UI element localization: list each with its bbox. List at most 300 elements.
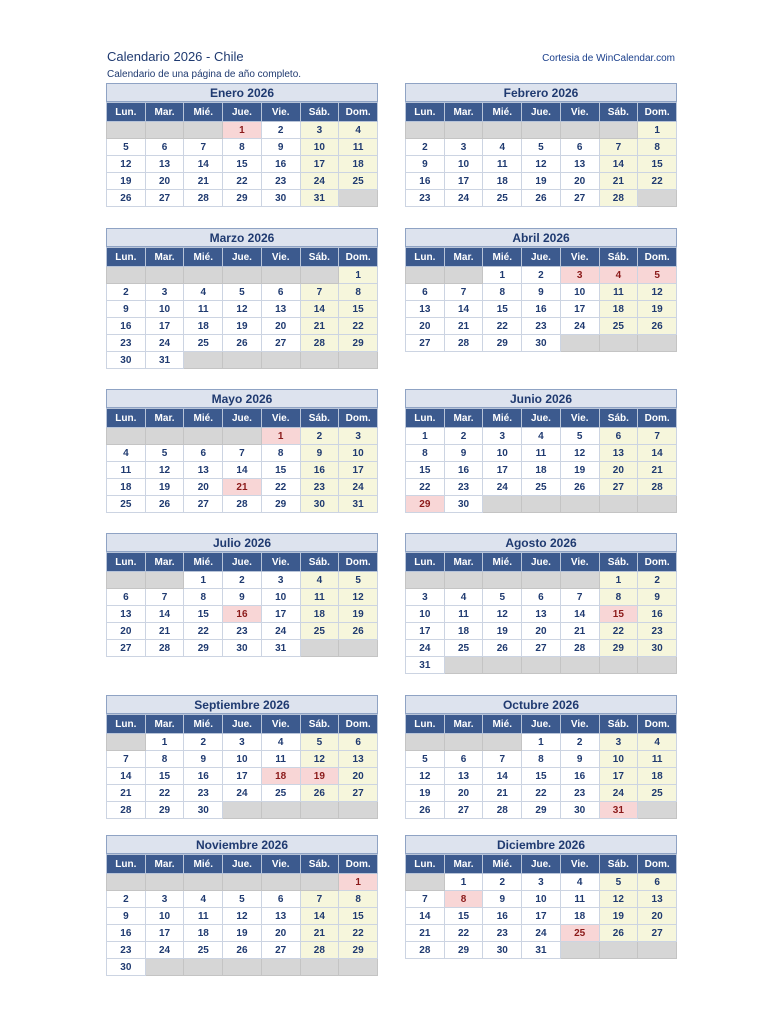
- day-cell[interactable]: 24: [560, 318, 599, 335]
- day-cell[interactable]: 7: [560, 589, 599, 606]
- day-cell[interactable]: 23: [223, 623, 262, 640]
- day-cell[interactable]: 22: [223, 173, 262, 190]
- day-cell[interactable]: 7: [107, 751, 146, 768]
- day-cell[interactable]: 17: [560, 301, 599, 318]
- day-cell[interactable]: 22: [261, 479, 300, 496]
- day-cell[interactable]: 26: [339, 623, 378, 640]
- day-cell[interactable]: 18: [261, 768, 300, 785]
- day-cell[interactable]: 25: [444, 640, 483, 657]
- day-cell[interactable]: 13: [638, 891, 677, 908]
- day-cell[interactable]: 22: [145, 785, 184, 802]
- day-cell[interactable]: 29: [522, 802, 561, 819]
- day-cell[interactable]: 31: [339, 496, 378, 513]
- day-cell[interactable]: 11: [638, 751, 677, 768]
- day-cell[interactable]: 6: [522, 589, 561, 606]
- day-cell[interactable]: 9: [107, 908, 146, 925]
- day-cell[interactable]: 24: [145, 335, 184, 352]
- day-cell[interactable]: 27: [261, 335, 300, 352]
- day-cell[interactable]: 8: [483, 284, 522, 301]
- day-cell[interactable]: 10: [300, 139, 339, 156]
- day-cell[interactable]: 2: [107, 284, 146, 301]
- day-cell[interactable]: 18: [184, 318, 223, 335]
- day-cell[interactable]: 19: [522, 173, 561, 190]
- day-cell[interactable]: 15: [223, 156, 262, 173]
- day-cell[interactable]: 28: [483, 802, 522, 819]
- day-cell[interactable]: 18: [444, 623, 483, 640]
- day-cell[interactable]: 20: [444, 785, 483, 802]
- day-cell[interactable]: 13: [261, 908, 300, 925]
- day-cell[interactable]: 1: [261, 428, 300, 445]
- day-cell[interactable]: 6: [145, 139, 184, 156]
- day-cell[interactable]: 2: [261, 122, 300, 139]
- day-cell[interactable]: 4: [560, 874, 599, 891]
- day-cell[interactable]: 3: [223, 734, 262, 751]
- day-cell[interactable]: 24: [599, 785, 638, 802]
- day-cell[interactable]: 21: [145, 623, 184, 640]
- day-cell[interactable]: 16: [184, 768, 223, 785]
- day-cell[interactable]: 12: [300, 751, 339, 768]
- day-cell[interactable]: 17: [406, 623, 445, 640]
- day-cell[interactable]: 28: [223, 496, 262, 513]
- day-cell[interactable]: 12: [145, 462, 184, 479]
- day-cell[interactable]: 23: [107, 335, 146, 352]
- day-cell[interactable]: 3: [599, 734, 638, 751]
- day-cell[interactable]: 29: [145, 802, 184, 819]
- day-cell[interactable]: 22: [599, 623, 638, 640]
- day-cell[interactable]: 20: [560, 173, 599, 190]
- day-cell[interactable]: 17: [339, 462, 378, 479]
- day-cell[interactable]: 27: [184, 496, 223, 513]
- day-cell[interactable]: 15: [406, 462, 445, 479]
- day-cell[interactable]: 17: [483, 462, 522, 479]
- day-cell[interactable]: 1: [339, 267, 378, 284]
- day-cell[interactable]: 30: [261, 190, 300, 207]
- day-cell[interactable]: 29: [261, 496, 300, 513]
- day-cell[interactable]: 25: [522, 479, 561, 496]
- day-cell[interactable]: 31: [145, 352, 184, 369]
- day-cell[interactable]: 12: [223, 908, 262, 925]
- day-cell[interactable]: 14: [223, 462, 262, 479]
- day-cell[interactable]: 21: [107, 785, 146, 802]
- day-cell[interactable]: 15: [339, 301, 378, 318]
- day-cell[interactable]: 5: [107, 139, 146, 156]
- day-cell[interactable]: 1: [444, 874, 483, 891]
- day-cell[interactable]: 28: [184, 190, 223, 207]
- day-cell[interactable]: 30: [223, 640, 262, 657]
- day-cell[interactable]: 26: [406, 802, 445, 819]
- day-cell[interactable]: 15: [522, 768, 561, 785]
- day-cell[interactable]: 28: [638, 479, 677, 496]
- day-cell[interactable]: 3: [261, 572, 300, 589]
- day-cell[interactable]: 2: [560, 734, 599, 751]
- day-cell[interactable]: 29: [223, 190, 262, 207]
- day-cell[interactable]: 25: [638, 785, 677, 802]
- day-cell[interactable]: 22: [444, 925, 483, 942]
- day-cell[interactable]: 14: [444, 301, 483, 318]
- day-cell[interactable]: 16: [522, 301, 561, 318]
- day-cell[interactable]: 27: [522, 640, 561, 657]
- day-cell[interactable]: 20: [145, 173, 184, 190]
- day-cell[interactable]: 17: [223, 768, 262, 785]
- day-cell[interactable]: 19: [599, 908, 638, 925]
- day-cell[interactable]: 14: [184, 156, 223, 173]
- day-cell[interactable]: 18: [599, 301, 638, 318]
- day-cell[interactable]: 12: [107, 156, 146, 173]
- day-cell[interactable]: 8: [339, 284, 378, 301]
- day-cell[interactable]: 12: [406, 768, 445, 785]
- day-cell[interactable]: 14: [107, 768, 146, 785]
- day-cell[interactable]: 16: [638, 606, 677, 623]
- day-cell[interactable]: 14: [145, 606, 184, 623]
- day-cell[interactable]: 23: [261, 173, 300, 190]
- day-cell[interactable]: 23: [522, 318, 561, 335]
- day-cell[interactable]: 14: [406, 908, 445, 925]
- day-cell[interactable]: 4: [522, 428, 561, 445]
- day-cell[interactable]: 27: [638, 925, 677, 942]
- day-cell[interactable]: 4: [339, 122, 378, 139]
- day-cell[interactable]: 16: [560, 768, 599, 785]
- day-cell[interactable]: 14: [483, 768, 522, 785]
- day-cell[interactable]: 2: [483, 874, 522, 891]
- day-cell[interactable]: 27: [145, 190, 184, 207]
- day-cell[interactable]: 13: [107, 606, 146, 623]
- day-cell[interactable]: 13: [184, 462, 223, 479]
- day-cell[interactable]: 13: [406, 301, 445, 318]
- day-cell[interactable]: 12: [638, 284, 677, 301]
- day-cell[interactable]: 25: [184, 942, 223, 959]
- day-cell[interactable]: 26: [223, 335, 262, 352]
- day-cell[interactable]: 13: [261, 301, 300, 318]
- day-cell[interactable]: 12: [483, 606, 522, 623]
- day-cell[interactable]: 5: [638, 267, 677, 284]
- day-cell[interactable]: 11: [107, 462, 146, 479]
- day-cell[interactable]: 2: [300, 428, 339, 445]
- day-cell[interactable]: 16: [444, 462, 483, 479]
- day-cell[interactable]: 10: [560, 284, 599, 301]
- day-cell[interactable]: 15: [599, 606, 638, 623]
- day-cell[interactable]: 11: [599, 284, 638, 301]
- day-cell[interactable]: 24: [261, 623, 300, 640]
- day-cell[interactable]: 23: [184, 785, 223, 802]
- day-cell[interactable]: 20: [261, 925, 300, 942]
- day-cell[interactable]: 2: [184, 734, 223, 751]
- day-cell[interactable]: 1: [145, 734, 184, 751]
- day-cell[interactable]: 2: [638, 572, 677, 589]
- day-cell[interactable]: 7: [444, 284, 483, 301]
- day-cell[interactable]: 1: [339, 874, 378, 891]
- day-cell[interactable]: 26: [107, 190, 146, 207]
- day-cell[interactable]: 15: [483, 301, 522, 318]
- day-cell[interactable]: 25: [560, 925, 599, 942]
- day-cell[interactable]: 28: [406, 942, 445, 959]
- day-cell[interactable]: 28: [107, 802, 146, 819]
- day-cell[interactable]: 6: [339, 734, 378, 751]
- day-cell[interactable]: 22: [406, 479, 445, 496]
- day-cell[interactable]: 2: [444, 428, 483, 445]
- day-cell[interactable]: 30: [184, 802, 223, 819]
- day-cell[interactable]: 30: [107, 959, 146, 976]
- day-cell[interactable]: 28: [560, 640, 599, 657]
- day-cell[interactable]: 8: [522, 751, 561, 768]
- day-cell[interactable]: 27: [339, 785, 378, 802]
- day-cell[interactable]: 13: [522, 606, 561, 623]
- day-cell[interactable]: 26: [300, 785, 339, 802]
- day-cell[interactable]: 12: [599, 891, 638, 908]
- day-cell[interactable]: 28: [300, 335, 339, 352]
- day-cell[interactable]: 10: [223, 751, 262, 768]
- day-cell[interactable]: 4: [261, 734, 300, 751]
- day-cell[interactable]: 19: [483, 623, 522, 640]
- day-cell[interactable]: 1: [522, 734, 561, 751]
- day-cell[interactable]: 27: [261, 942, 300, 959]
- day-cell[interactable]: 4: [184, 891, 223, 908]
- day-cell[interactable]: 11: [560, 891, 599, 908]
- day-cell[interactable]: 14: [560, 606, 599, 623]
- day-cell[interactable]: 26: [560, 479, 599, 496]
- day-cell[interactable]: 21: [223, 479, 262, 496]
- day-cell[interactable]: 19: [107, 173, 146, 190]
- day-cell[interactable]: 4: [599, 267, 638, 284]
- day-cell[interactable]: 30: [522, 335, 561, 352]
- day-cell[interactable]: 21: [444, 318, 483, 335]
- day-cell[interactable]: 19: [145, 479, 184, 496]
- day-cell[interactable]: 9: [406, 156, 445, 173]
- day-cell[interactable]: 6: [261, 284, 300, 301]
- day-cell[interactable]: 9: [184, 751, 223, 768]
- day-cell[interactable]: 31: [261, 640, 300, 657]
- day-cell[interactable]: 1: [184, 572, 223, 589]
- day-cell[interactable]: 15: [184, 606, 223, 623]
- day-cell[interactable]: 2: [522, 267, 561, 284]
- day-cell[interactable]: 4: [444, 589, 483, 606]
- day-cell[interactable]: 16: [107, 925, 146, 942]
- day-cell[interactable]: 10: [145, 301, 184, 318]
- day-cell[interactable]: 10: [522, 891, 561, 908]
- day-cell[interactable]: 23: [444, 479, 483, 496]
- day-cell[interactable]: 14: [300, 301, 339, 318]
- day-cell[interactable]: 8: [223, 139, 262, 156]
- day-cell[interactable]: 5: [339, 572, 378, 589]
- day-cell[interactable]: 5: [560, 428, 599, 445]
- day-cell[interactable]: 23: [560, 785, 599, 802]
- day-cell[interactable]: 11: [184, 908, 223, 925]
- day-cell[interactable]: 29: [184, 640, 223, 657]
- day-cell[interactable]: 24: [522, 925, 561, 942]
- day-cell[interactable]: 30: [107, 352, 146, 369]
- day-cell[interactable]: 7: [599, 139, 638, 156]
- day-cell[interactable]: 20: [339, 768, 378, 785]
- day-cell[interactable]: 1: [599, 572, 638, 589]
- day-cell[interactable]: 17: [522, 908, 561, 925]
- day-cell[interactable]: 21: [406, 925, 445, 942]
- day-cell[interactable]: 6: [107, 589, 146, 606]
- day-cell[interactable]: 8: [339, 891, 378, 908]
- day-cell[interactable]: 30: [638, 640, 677, 657]
- day-cell[interactable]: 7: [184, 139, 223, 156]
- day-cell[interactable]: 16: [261, 156, 300, 173]
- day-cell[interactable]: 6: [638, 874, 677, 891]
- day-cell[interactable]: 26: [483, 640, 522, 657]
- day-cell[interactable]: 5: [223, 284, 262, 301]
- day-cell[interactable]: 17: [261, 606, 300, 623]
- day-cell[interactable]: 19: [223, 925, 262, 942]
- day-cell[interactable]: 19: [300, 768, 339, 785]
- day-cell[interactable]: 9: [261, 139, 300, 156]
- day-cell[interactable]: 3: [444, 139, 483, 156]
- day-cell[interactable]: 10: [145, 908, 184, 925]
- day-cell[interactable]: 9: [638, 589, 677, 606]
- day-cell[interactable]: 25: [184, 335, 223, 352]
- day-cell[interactable]: 6: [560, 139, 599, 156]
- day-cell[interactable]: 10: [339, 445, 378, 462]
- day-cell[interactable]: 18: [638, 768, 677, 785]
- day-cell[interactable]: 15: [261, 462, 300, 479]
- day-cell[interactable]: 11: [184, 301, 223, 318]
- day-cell[interactable]: 25: [261, 785, 300, 802]
- day-cell[interactable]: 15: [145, 768, 184, 785]
- day-cell[interactable]: 14: [300, 908, 339, 925]
- day-cell[interactable]: 30: [560, 802, 599, 819]
- day-cell[interactable]: 14: [638, 445, 677, 462]
- day-cell[interactable]: 24: [145, 942, 184, 959]
- day-cell[interactable]: 11: [300, 589, 339, 606]
- day-cell[interactable]: 13: [444, 768, 483, 785]
- day-cell[interactable]: 3: [145, 284, 184, 301]
- day-cell[interactable]: 9: [107, 301, 146, 318]
- day-cell[interactable]: 2: [406, 139, 445, 156]
- day-cell[interactable]: 31: [599, 802, 638, 819]
- day-cell[interactable]: 25: [599, 318, 638, 335]
- day-cell[interactable]: 30: [300, 496, 339, 513]
- day-cell[interactable]: 24: [444, 190, 483, 207]
- day-cell[interactable]: 8: [406, 445, 445, 462]
- day-cell[interactable]: 27: [107, 640, 146, 657]
- day-cell[interactable]: 25: [483, 190, 522, 207]
- day-cell[interactable]: 6: [184, 445, 223, 462]
- day-cell[interactable]: 24: [300, 173, 339, 190]
- day-cell[interactable]: 6: [261, 891, 300, 908]
- day-cell[interactable]: 9: [444, 445, 483, 462]
- day-cell[interactable]: 12: [560, 445, 599, 462]
- day-cell[interactable]: 3: [560, 267, 599, 284]
- day-cell[interactable]: 1: [483, 267, 522, 284]
- day-cell[interactable]: 19: [406, 785, 445, 802]
- day-cell[interactable]: 21: [599, 173, 638, 190]
- day-cell[interactable]: 6: [444, 751, 483, 768]
- day-cell[interactable]: 7: [406, 891, 445, 908]
- day-cell[interactable]: 6: [599, 428, 638, 445]
- day-cell[interactable]: 27: [560, 190, 599, 207]
- day-cell[interactable]: 11: [444, 606, 483, 623]
- day-cell[interactable]: 3: [300, 122, 339, 139]
- day-cell[interactable]: 22: [522, 785, 561, 802]
- day-cell[interactable]: 27: [599, 479, 638, 496]
- day-cell[interactable]: 3: [339, 428, 378, 445]
- day-cell[interactable]: 13: [145, 156, 184, 173]
- day-cell[interactable]: 28: [145, 640, 184, 657]
- day-cell[interactable]: 17: [444, 173, 483, 190]
- day-cell[interactable]: 29: [406, 496, 445, 513]
- day-cell[interactable]: 2: [107, 891, 146, 908]
- day-cell[interactable]: 11: [261, 751, 300, 768]
- day-cell[interactable]: 22: [339, 925, 378, 942]
- day-cell[interactable]: 7: [300, 284, 339, 301]
- day-cell[interactable]: 20: [638, 908, 677, 925]
- day-cell[interactable]: 20: [107, 623, 146, 640]
- day-cell[interactable]: 1: [638, 122, 677, 139]
- day-cell[interactable]: 5: [406, 751, 445, 768]
- day-cell[interactable]: 7: [223, 445, 262, 462]
- day-cell[interactable]: 22: [339, 318, 378, 335]
- day-cell[interactable]: 31: [522, 942, 561, 959]
- day-cell[interactable]: 24: [223, 785, 262, 802]
- day-cell[interactable]: 17: [599, 768, 638, 785]
- day-cell[interactable]: 10: [406, 606, 445, 623]
- day-cell[interactable]: 18: [107, 479, 146, 496]
- day-cell[interactable]: 8: [261, 445, 300, 462]
- day-cell[interactable]: 9: [483, 891, 522, 908]
- day-cell[interactable]: 31: [300, 190, 339, 207]
- day-cell[interactable]: 23: [406, 190, 445, 207]
- day-cell[interactable]: 5: [300, 734, 339, 751]
- day-cell[interactable]: 19: [560, 462, 599, 479]
- day-cell[interactable]: 8: [145, 751, 184, 768]
- day-cell[interactable]: 15: [339, 908, 378, 925]
- day-cell[interactable]: 9: [522, 284, 561, 301]
- day-cell[interactable]: 10: [261, 589, 300, 606]
- day-cell[interactable]: 10: [444, 156, 483, 173]
- day-cell[interactable]: 13: [339, 751, 378, 768]
- day-cell[interactable]: 30: [444, 496, 483, 513]
- day-cell[interactable]: 3: [522, 874, 561, 891]
- courtesy-link[interactable]: Cortesia de WinCalendar.com: [542, 53, 675, 64]
- day-cell[interactable]: 29: [339, 942, 378, 959]
- day-cell[interactable]: 15: [444, 908, 483, 925]
- day-cell[interactable]: 20: [599, 462, 638, 479]
- day-cell[interactable]: 21: [483, 785, 522, 802]
- day-cell[interactable]: 13: [599, 445, 638, 462]
- day-cell[interactable]: 11: [483, 156, 522, 173]
- day-cell[interactable]: 22: [483, 318, 522, 335]
- day-cell[interactable]: 28: [444, 335, 483, 352]
- day-cell[interactable]: 7: [638, 428, 677, 445]
- day-cell[interactable]: 19: [223, 318, 262, 335]
- day-cell[interactable]: 11: [522, 445, 561, 462]
- day-cell[interactable]: 12: [223, 301, 262, 318]
- day-cell[interactable]: 30: [483, 942, 522, 959]
- day-cell[interactable]: 19: [638, 301, 677, 318]
- day-cell[interactable]: 12: [522, 156, 561, 173]
- day-cell[interactable]: 4: [300, 572, 339, 589]
- day-cell[interactable]: 4: [107, 445, 146, 462]
- day-cell[interactable]: 20: [522, 623, 561, 640]
- day-cell[interactable]: 14: [599, 156, 638, 173]
- day-cell[interactable]: 31: [406, 657, 445, 674]
- day-cell[interactable]: 8: [184, 589, 223, 606]
- day-cell[interactable]: 21: [300, 318, 339, 335]
- day-cell[interactable]: 20: [261, 318, 300, 335]
- day-cell[interactable]: 26: [522, 190, 561, 207]
- day-cell[interactable]: 7: [300, 891, 339, 908]
- day-cell[interactable]: 4: [483, 139, 522, 156]
- day-cell[interactable]: 15: [638, 156, 677, 173]
- day-cell[interactable]: 27: [444, 802, 483, 819]
- day-cell[interactable]: 7: [145, 589, 184, 606]
- day-cell[interactable]: 23: [483, 925, 522, 942]
- day-cell[interactable]: 4: [184, 284, 223, 301]
- day-cell[interactable]: 24: [483, 479, 522, 496]
- day-cell[interactable]: 17: [145, 925, 184, 942]
